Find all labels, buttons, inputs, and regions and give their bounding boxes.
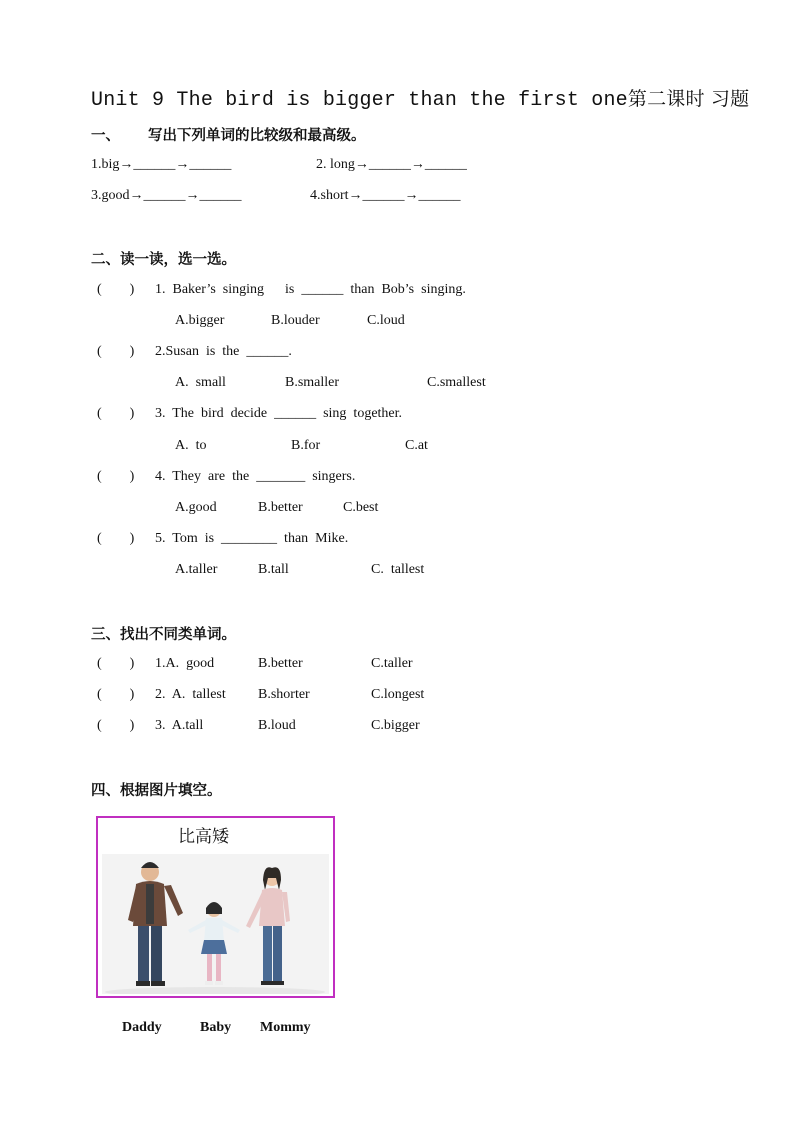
label-mommy: Mommy (260, 1020, 311, 1035)
option-a: 1.A. good (155, 656, 215, 671)
question-text: 1. Baker’s singing is ______ than Bob’s singing. (155, 282, 466, 297)
question-text: 2.Susan is the ______. (155, 344, 292, 359)
option-b: B.shorter (258, 687, 310, 702)
question-text: 3. The bird decide ______ sing together. (155, 406, 403, 421)
page-title (91, 84, 749, 112)
option-a: 2. A. tallest (155, 687, 226, 702)
option-a: A. small (175, 375, 226, 390)
option-b: B.for (291, 438, 321, 453)
label-daddy: Daddy (122, 1020, 162, 1035)
option-b: B.better (258, 500, 303, 515)
answer-bracket: ( ) (97, 718, 135, 733)
answer-bracket: ( ) (97, 531, 135, 546)
answer-bracket: ( ) (97, 469, 135, 484)
option-b: B.better (258, 656, 303, 671)
option-c: C.longest (371, 687, 425, 702)
section-one-number: 一、 (91, 128, 120, 144)
option-a: A.bigger (175, 313, 225, 328)
answer-bracket: ( ) (97, 656, 135, 671)
title-english: Unit 9 The bird is bigger than the first one (91, 89, 628, 112)
option-b: B.smaller (285, 375, 340, 390)
option-a: A.good (175, 500, 217, 515)
family-illustration (102, 854, 329, 994)
exercise-item: 2. long→______→______ (316, 157, 467, 172)
family-height-photo (96, 816, 335, 998)
option-a: A.taller (175, 562, 218, 577)
exercise-item: 3.good→______→______ (91, 188, 242, 203)
section-one-text: 写出下列单词的比较级和最高级。 (148, 128, 366, 144)
option-b: B.loud (258, 718, 296, 733)
option-c: C.bigger (371, 718, 420, 733)
photo-caption: 比高矮 (178, 827, 229, 847)
option-c: C.loud (367, 313, 405, 328)
section-four-heading: 四、根据图片填空。 (91, 783, 222, 799)
section-two-heading: 二、读一读，选一选。 (91, 252, 236, 268)
option-c: C.smallest (427, 375, 486, 390)
option-b: B.tall (258, 562, 289, 577)
option-c: C.taller (371, 656, 413, 671)
label-baby: Baby (200, 1020, 232, 1035)
answer-bracket: ( ) (97, 344, 135, 359)
question-text: 4. They are the _______ singers. (155, 469, 356, 484)
option-a: A. to (175, 438, 207, 453)
option-c: C.at (405, 438, 428, 453)
question-text: 5. Tom is ________ than Mike. (155, 531, 349, 546)
answer-bracket: ( ) (97, 406, 135, 421)
option-b: B.louder (271, 313, 320, 328)
title-chinese: 第二课时 习题 (627, 88, 750, 110)
answer-bracket: ( ) (97, 687, 135, 702)
exercise-item: 1.big→______→______ (91, 157, 232, 172)
option-a: 3. A.tall (155, 718, 204, 733)
section-one-heading (91, 124, 366, 145)
answer-bracket: ( ) (97, 282, 135, 297)
option-c: C. tallest (371, 562, 425, 577)
exercise-item: 4.short→______→______ (310, 188, 461, 203)
option-c: C.best (343, 500, 379, 515)
section-three-heading: 三、找出不同类单词。 (91, 627, 236, 643)
